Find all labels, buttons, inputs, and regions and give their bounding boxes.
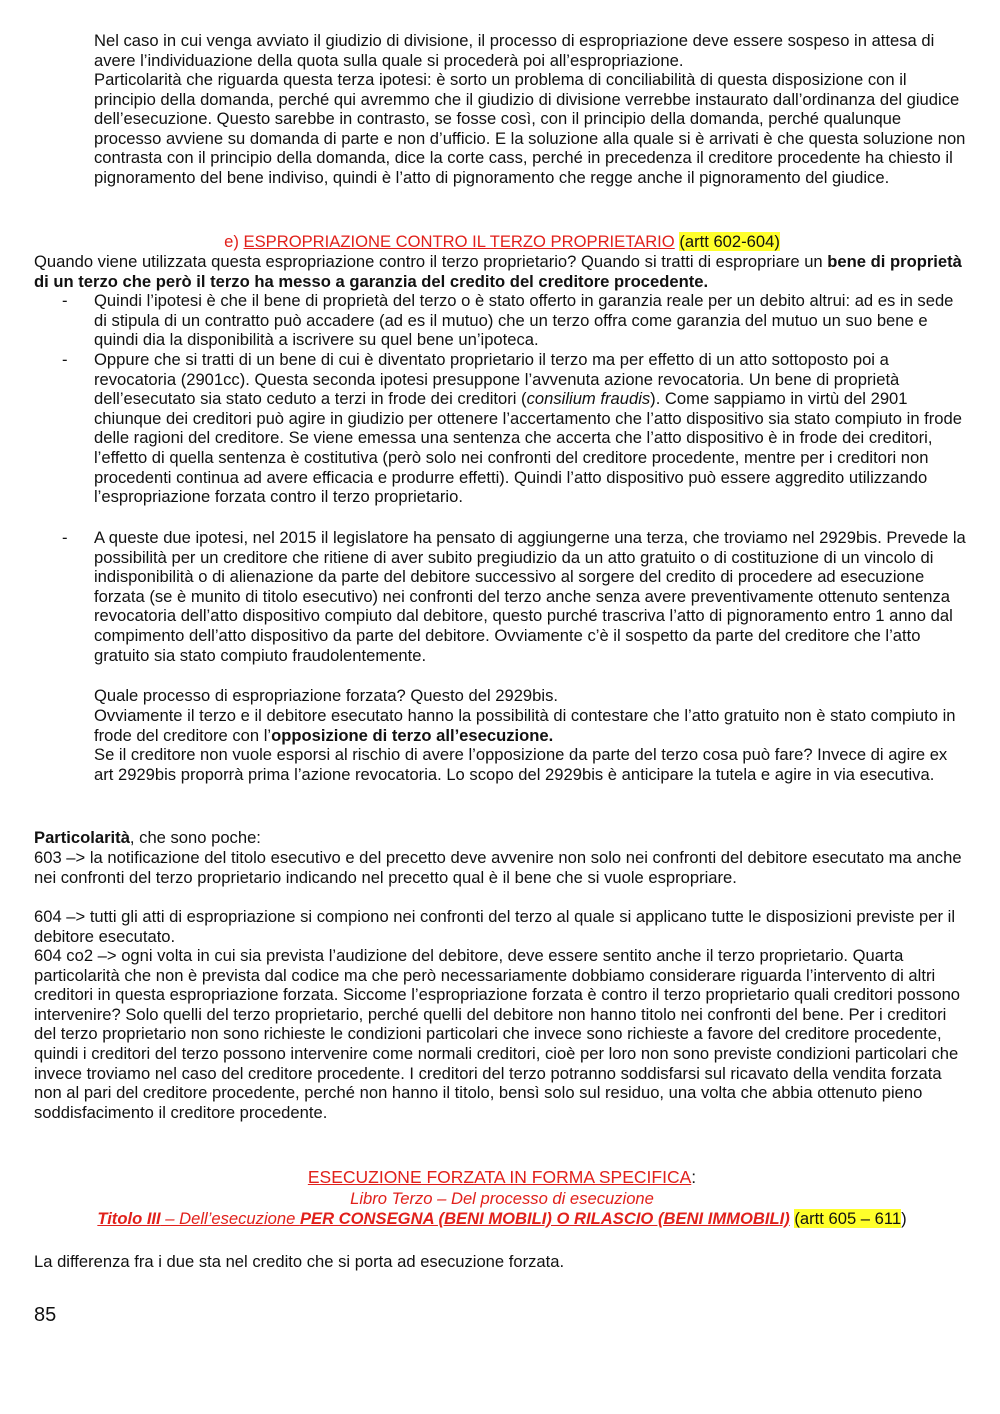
titolo-iii-label: Titolo III — [97, 1209, 161, 1228]
section-e-artt: (artt 602-604) — [679, 232, 780, 251]
section-e-letter: e) — [224, 232, 239, 251]
section-e-lead — [34, 252, 970, 291]
bullet-item-3: A queste due ipotesi, nel 2015 il legislatore ha pensato di aggiungerne una terza, che troviamo nel 2929bis. Prevede la possibilità per un creditore che ritiene di aver subito pregiudizio da un atto gratuito o di costituzione di un vincolo di indisponibilità o di alienazione da parte del debitore successivo al sorgere del credito di procedere ad esecuzione forzata (se è munito di titolo esecutivo) nei confronti del terzo anche senza avere preventivamente ottenuto sentenza revocatoria dell’atto dispositivo compiuto dal debitore, questo purché trascriva l’atto di pignoramento entro 1 anno dal compimento dell’atto dispositivo da parte del debitore. Ovviamente c’è il sospetto da parte del creditore che l’atto gratuito sia stato compiuto fraudolentemente. — [94, 528, 966, 665]
particolarita-604: 604 –> tutti gli atti di espropriazione si compiono nei confronti del terzo al quale si applicano tutte le disposizioni previste per il debitore esecutato. — [34, 907, 956, 946]
titolo-iii-artt: (artt 605 – 611 — [794, 1209, 902, 1228]
bullet-marker-2: - — [62, 350, 68, 369]
titolo-iii-text — [97, 1209, 789, 1228]
particolarita-label: Particolarità — [34, 828, 130, 847]
particolarita-603: 603 –> la notificazione del titolo esecutivo e del precetto deve avvenire non solo nei confronti del debitore esecutato ma anche nei confronti del terzo proprietario indicando nel precetto qual è il bene che si vuole espropriare. — [34, 848, 962, 887]
section-e-heading — [34, 232, 970, 252]
libro-terzo-line: Libro Terzo – Del processo di esecuzione — [350, 1189, 654, 1208]
forma-specifica-heading — [34, 1168, 970, 1188]
intro-paragraph-2: Particolarità che riguarda questa terza ipotesi: è sorto un problema di conciliabilità di questa disposizione con il principio della domanda, perché qui avremmo che il giudizio di divisione verrebbe instaurato dall’ordinanza del giudice dell’esecuzione. Questo sarebbe in contrasto, se fosse così, con il principio della domanda, perché qualunque processo avviene su domanda di parte e non d’ufficio. E la soluzione alla quale si è arrivati è che questa soluzione non contrasta con il principio della domanda, dice la corte cass, perché in precedenza il creditore procedente ha chiesto il pignoramento del bene indiviso, quindi è l’atto di pignoramento che regge anche il pignoramento del giudice. — [94, 70, 966, 187]
bullet-item-1: Quindi l’ipotesi è che il bene di proprietà del terzo o è stato offerto in garanzia reale per un debito altrui: ad es in sede di stipula di un contratto può accadere (ad es il mutuo) che un terzo offra come garanzia del mutuo un suo bene e quindi dia la disponibilità a iscrivere su quel bene un’ipoteca. — [94, 291, 954, 350]
intro-paragraph-1: Nel caso in cui venga avviato il giudizio di divisione, il processo di espropriazione deve essere sospeso in attesa di avere l’individuazione della quota sulla quale si procederà poi all’espropriazione. — [94, 31, 935, 70]
titolo-iii-caps: PER CONSEGNA (BENI MOBILI) O RILASCIO (BENI IMMOBILI) — [299, 1209, 790, 1228]
titolo-iii-dash: – Dell’esecuzione — [160, 1209, 300, 1228]
forma-specifica-colon: : — [691, 1167, 697, 1187]
bullet-3-opposizione-bold: opposizione di terzo all’esecuzione. — [271, 725, 554, 745]
differenza-line: La differenza fra i due sta nel credito che si porta ad esecuzione forzata. — [34, 1252, 565, 1271]
bullet-2-text-a: Oppure che si tratti di un bene di cui è diventato proprietario il terzo ma per effetto di un atto sottoposto poi a revocatoria (2901cc). Questa seconda ipotesi presuppone l’avvenuta azione revocatoria. Un bene di proprietà dell’esecutato sia stato ceduto a terzi in frode dei creditori ( — [94, 350, 900, 409]
bullet-marker-3: - — [62, 528, 68, 547]
bullet-2-text-b: ). Come sappiamo in virtù del 2901 chiunque dei creditori può agire in giudizio per ottenere l’accertamento che l’atto dispositivo sia stato compiuto in frode delle ragioni del creditore. Se viene emessa una sentenza che accerta che l’atto dispositivo è in frode dei creditori, l’effetto di quella sentenza è costitutiva (però solo nei confronti del creditore procedente, mentre per i creditori non procedenti continua ad avere efficacia e produrre effetti). Quindi l’atto dispositivo può essere aggredito utilizzando l’espropriazione forzata contro il terzo proprietario. — [94, 389, 962, 507]
particolarita-label-rest: , che sono poche: — [129, 828, 261, 847]
bullet-marker-1: - — [62, 291, 68, 310]
bullet-3-opposizione — [94, 706, 970, 745]
forma-specifica-title: ESECUZIONE FORZATA IN FORMA SPECIFICA — [307, 1167, 692, 1187]
titolo-iii-line — [34, 1209, 970, 1229]
page-number: 85 — [34, 1304, 57, 1326]
section-e-lead-bold: bene di proprietà di un terzo che però il terzo ha messo a garanzia del credito del creditore procedente. — [34, 252, 962, 291]
bullet-2-italic: consilium fraudis — [526, 389, 651, 409]
section-e-lead-text: Quando viene utilizzata questa espropriazione contro il terzo proprietario? Quando si tratti di espropriare un — [34, 252, 823, 271]
bullet-item-2 — [94, 350, 970, 507]
bullet-3-question: Quale processo di espropriazione forzata? Questo del 2929bis. — [94, 686, 558, 705]
section-e-title: ESPROPRIAZIONE CONTRO IL TERZO PROPRIETARIO — [243, 232, 675, 251]
bullet-3-revocatoria: Se il creditore non vuole esporsi al rischio di avere l’opposizione da parte del terzo cosa può fare? Invece di agire ex art 2929bis proporrà prima l’azione revocatoria. Lo scopo del 2929bis è anticipare la tutela e agire in via esecutiva. — [94, 745, 948, 784]
particolarita-heading — [34, 828, 970, 848]
particolarita-604-co2: 604 co2 –> ogni volta in cui sia prevista l’audizione del debitore, deve essere sentito anche il terzo proprietario. Quarta particolarità che non è prevista dal codice ma che però necessariamente dobbiamo considerare riguarda l’intervento di altri creditori in questa espropriazione forzata. Siccome l’espropriazione forzata è contro il terzo proprietario quali creditori possono intervenire? Solo quelli del terzo proprietario, perché quelli del debitore non hanno titolo nei confronti del bene. Per i creditori del terzo proprietario non sono richieste le condizioni particolari che invece sono richieste a favore del creditore procedente, quindi i creditori del terzo possono intervenire come normali creditori, cioè per loro non sono previste condizioni particolari che invece troviamo nel caso del creditore procedente. I creditori del terzo potranno soddisfarsi sul ricavato della vendita forzata non al pari del creditore procedente, perché non hanno il titolo, bensì solo sul residuo, una volta che abbia ottenuto pieno soddisfacimento il creditore procedente. — [34, 946, 961, 1122]
titolo-iii-artt-close: ) — [901, 1209, 907, 1228]
bullet-3-opposizione-text: Ovviamente il terzo e il debitore esecutato hanno la possibilità di contestare che l’atto gratuito non è stato compiuto in frode del creditore con l’ — [94, 706, 956, 745]
